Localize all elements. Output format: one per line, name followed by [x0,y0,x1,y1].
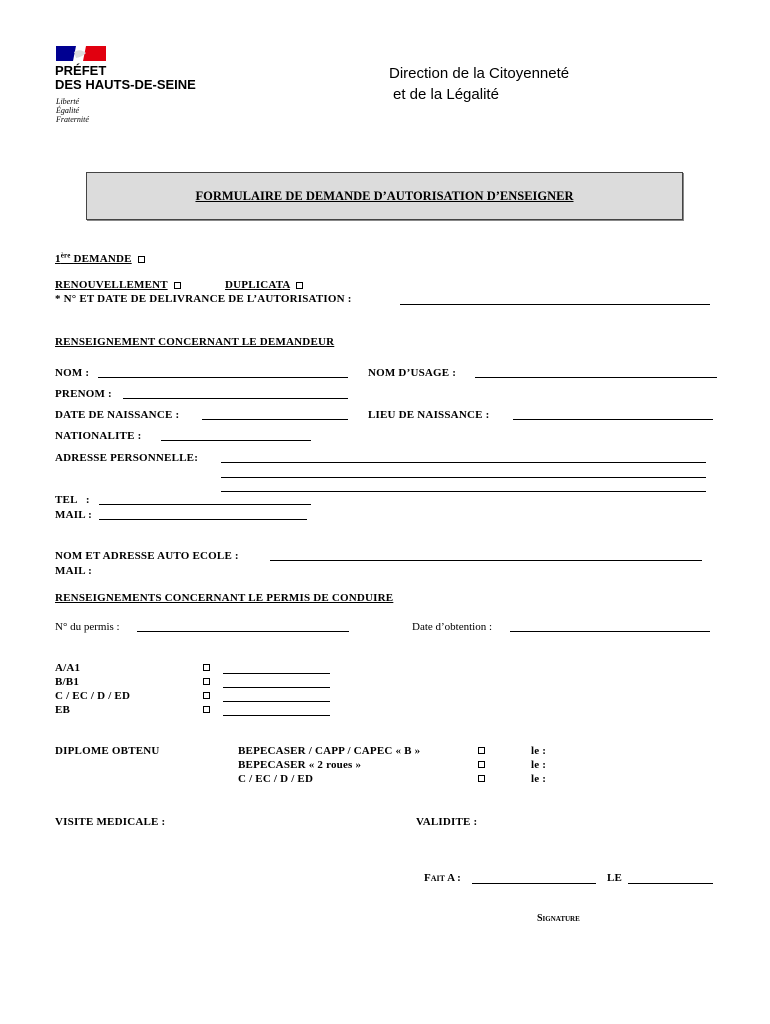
visite-medicale-label: VISITE MEDICALE : [55,816,166,828]
validite-label: VALIDITE : [416,816,478,828]
demandeur-section-title: RENSEIGNEMENT CONCERNANT LE DEMANDEUR [55,336,335,348]
category-a-field[interactable] [223,673,330,674]
marianne-flag-logo [56,46,106,61]
le-label: LE [607,872,623,884]
prefet-line2: DES HAUTS-DE-SEINE [55,77,196,92]
premiere-sup: ère [60,251,71,259]
prenom-field[interactable] [123,398,348,399]
direction-line1: Direction de la Citoyenneté [389,65,570,82]
diplome-2-date-label: le : [531,759,547,771]
date-naissance-field[interactable] [202,419,348,420]
category-b: B/B1 [55,676,80,688]
premiere-demande [55,251,145,265]
adresse-field-3[interactable] [221,491,706,492]
diplome-3-date-label: le : [531,773,547,785]
renouvellement-checkbox[interactable] [174,282,181,289]
delivrance-field[interactable] [400,304,710,305]
adresse-field-2[interactable] [221,477,706,478]
le-field[interactable] [628,883,713,884]
lieu-naissance-field[interactable] [513,419,713,420]
category-b-checkbox[interactable] [203,678,210,685]
duplicata [225,279,303,291]
nationalite-label: NATIONALITE : [55,430,142,442]
diplome-2-checkbox[interactable] [478,761,485,768]
duplicata-checkbox[interactable] [296,282,303,289]
form-title: FORMULAIRE DE DEMANDE D’AUTORISATION D’ENSEIGNER [195,188,574,203]
category-eb-field[interactable] [223,715,330,716]
renouvellement-label: RENOUVELLEMENT [55,279,168,291]
premiere-num: 1 [55,252,61,265]
nom-usage-label: NOM D’USAGE : [368,367,457,379]
adresse-field-1[interactable] [221,462,706,463]
delivrance-label: * N° ET DATE DE DELIVRANCE DE L’AUTORISATION : [55,293,352,305]
diplome-item-3: C / EC / D / ED [238,773,314,785]
auto-ecole-label: NOM ET ADRESSE AUTO ECOLE : [55,550,239,562]
diplome-1-date-label: le : [531,745,547,757]
nom-usage-field[interactable] [475,377,717,378]
fait-a-label: Fait A : [424,872,461,884]
category-c-checkbox[interactable] [203,692,210,699]
diplome-3-checkbox[interactable] [478,775,485,782]
premiere-label: DEMANDE [73,252,132,265]
auto-ecole-field[interactable] [270,560,702,561]
prefet-line1: PRÉFET [55,63,107,78]
form-title-box [86,172,683,220]
prenom-label: PRENOM : [55,388,112,400]
category-eb-checkbox[interactable] [203,706,210,713]
fait-a-field[interactable] [472,883,596,884]
renouvellement [55,279,181,291]
category-a-checkbox[interactable] [203,664,210,671]
signature-label: Signature [537,913,580,924]
mail-label: MAIL : [55,509,92,521]
diplome-1-checkbox[interactable] [478,747,485,754]
numero-permis-field[interactable] [137,631,349,632]
category-eb: EB [55,704,71,716]
nationalite-field[interactable] [161,440,311,441]
devise-liberte: Liberté [56,97,80,106]
devise-egalite: Égalité [56,106,80,115]
mail-field[interactable] [99,519,307,520]
tel-label: TEL : [55,494,90,506]
premiere-demande-checkbox[interactable] [138,256,145,263]
nom-field[interactable] [98,377,348,378]
adresse-label: ADRESSE PERSONNELLE: [55,452,199,464]
devise-fraternite: Fraternité [56,115,89,124]
direction-title [389,63,569,105]
auto-ecole-mail-label: MAIL : [55,565,92,577]
lieu-naissance-label: LIEU DE NAISSANCE : [368,409,490,421]
date-naissance-label: DATE DE NAISSANCE : [55,409,180,421]
permis-section-title: RENSEIGNEMENTS CONCERNANT LE PERMIS DE CONDUIRE [55,592,394,604]
diplome-item-2: BEPECASER « 2 roues » [238,759,362,771]
category-a: A/A1 [55,662,81,674]
prefet-title [55,64,196,92]
category-b-field[interactable] [223,687,330,688]
direction-line2: et de la Légalité [393,86,499,103]
diplome-label: DIPLOME OBTENU [55,745,160,757]
category-c: C / EC / D / ED [55,690,131,702]
date-obtention-field[interactable] [510,631,710,632]
category-c-field[interactable] [223,701,330,702]
duplicata-label: DUPLICATA [225,279,290,291]
tel-field[interactable] [99,504,311,505]
nom-label: NOM : [55,367,90,379]
devise [56,97,89,124]
diplome-item-1: BEPECASER / CAPP / CAPEC « B » [238,745,421,757]
numero-permis-label: N° du permis : [55,621,120,633]
date-obtention-label: Date d’obtention : [412,621,493,633]
